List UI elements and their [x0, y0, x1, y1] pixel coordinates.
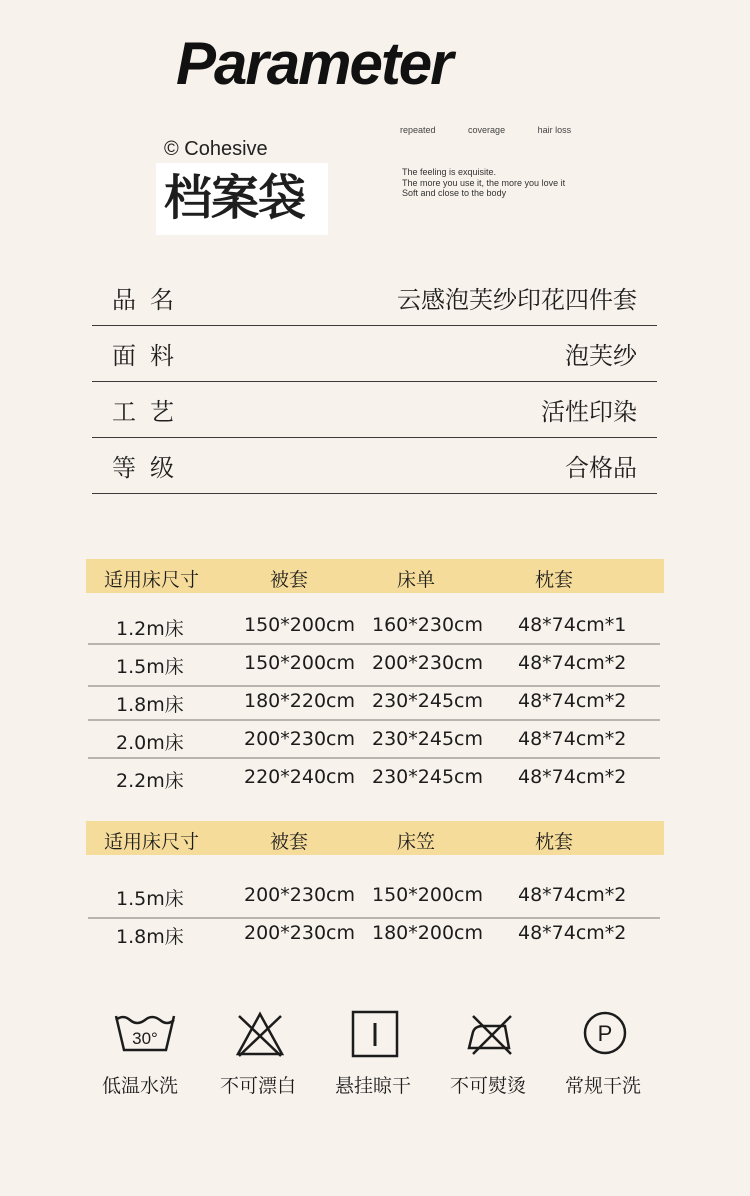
table-header: 枕套: [535, 831, 574, 853]
param-label: 工艺: [112, 398, 188, 426]
table-cell: 150*200cm: [372, 884, 483, 906]
table-cell: 48*74cm*2: [518, 728, 627, 750]
care-label-dry-clean: 常规干洗: [565, 1075, 642, 1097]
table-cell: 48*74cm*2: [518, 652, 627, 674]
table-cell: 150*200cm: [244, 652, 355, 674]
tagline: [402, 167, 565, 199]
row-divider: [88, 757, 660, 759]
dry-clean-letter: P: [597, 1021, 613, 1046]
row-divider: [88, 685, 660, 687]
brand-name: © Cohesive: [164, 138, 268, 160]
tag-hair-loss: hair loss: [537, 125, 572, 135]
table-cell: 48*74cm*2: [518, 922, 627, 944]
table-header: 床单: [397, 569, 436, 591]
table-cell: 230*245cm: [372, 690, 483, 712]
param-row: [92, 326, 657, 382]
care-label-hang-dry: 悬挂晾干: [335, 1075, 412, 1097]
tag-coverage: coverage: [468, 125, 506, 135]
dry-clean-p-icon: [582, 1010, 628, 1056]
param-row: [92, 270, 657, 326]
table-cell: 150*200cm: [244, 614, 355, 636]
param-value: 活性印染: [541, 398, 637, 426]
table-cell: 2.2m床: [116, 770, 184, 792]
table-cell: 230*245cm: [372, 766, 483, 788]
care-label-no-bleach: 不可漂白: [220, 1075, 297, 1097]
table-cell: 1.8m床: [116, 694, 184, 716]
table-cell: 200*230cm: [244, 922, 355, 944]
care-label-wash: 低温水洗: [102, 1075, 179, 1097]
table-cell: 180*200cm: [372, 922, 483, 944]
logo: 档案袋: [164, 170, 306, 226]
table-cell: 48*74cm*1: [518, 614, 627, 636]
table-cell: 1.5m床: [116, 888, 184, 910]
hang-dry-icon: [351, 1010, 399, 1058]
table-cell: 230*245cm: [372, 728, 483, 750]
table-header: 被套: [270, 831, 309, 853]
table-header: 被套: [270, 569, 309, 591]
param-label: 等级: [112, 454, 188, 482]
wash-temperature: 30°: [132, 1029, 158, 1048]
tagline-line: The more you use it, the more you love it: [402, 177, 566, 188]
table-cell: 200*230cm: [244, 728, 355, 750]
parameter-list: [92, 270, 657, 494]
param-value: 合格品: [565, 454, 637, 482]
tagline-line: Soft and close to the body: [402, 188, 507, 198]
table-cell: 200*230cm: [244, 884, 355, 906]
table-cell: 48*74cm*2: [518, 690, 627, 712]
tagline-line: The feeling is exquisite.: [402, 167, 497, 177]
table-cell: 1.5m床: [116, 656, 184, 678]
param-row: [92, 382, 657, 438]
table-cell: 1.2m床: [116, 618, 184, 640]
table-cell: 180*220cm: [244, 690, 355, 712]
feature-tags: [400, 125, 601, 135]
table-header: 适用床尺寸: [104, 831, 200, 853]
table-header: 枕套: [535, 569, 574, 591]
row-divider: [88, 917, 660, 919]
table-cell: 220*240cm: [244, 766, 355, 788]
table-cell: 48*74cm*2: [518, 766, 627, 788]
table-cell: 48*74cm*2: [518, 884, 627, 906]
wash-30-icon: [114, 1010, 176, 1056]
row-divider: [88, 643, 660, 645]
row-divider: [88, 719, 660, 721]
table-cell: 200*230cm: [372, 652, 483, 674]
table-cell: 1.8m床: [116, 926, 184, 948]
table-cell: 2.0m床: [116, 732, 184, 754]
tag-repeated: repeated: [400, 125, 436, 135]
param-row: [92, 438, 657, 494]
page-title: Parameter: [176, 30, 452, 97]
param-label: 品名: [112, 286, 188, 314]
table-cell: 160*230cm: [372, 614, 483, 636]
param-value: 泡芙纱: [565, 342, 637, 370]
table-header: 床笠: [397, 831, 436, 853]
no-iron-icon: [465, 1010, 517, 1058]
no-bleach-icon: [235, 1010, 285, 1060]
table-header: 适用床尺寸: [104, 569, 200, 591]
param-value: 云感泡芙纱印花四件套: [397, 286, 637, 314]
param-label: 面料: [112, 342, 188, 370]
care-label-no-iron: 不可熨烫: [450, 1075, 527, 1097]
